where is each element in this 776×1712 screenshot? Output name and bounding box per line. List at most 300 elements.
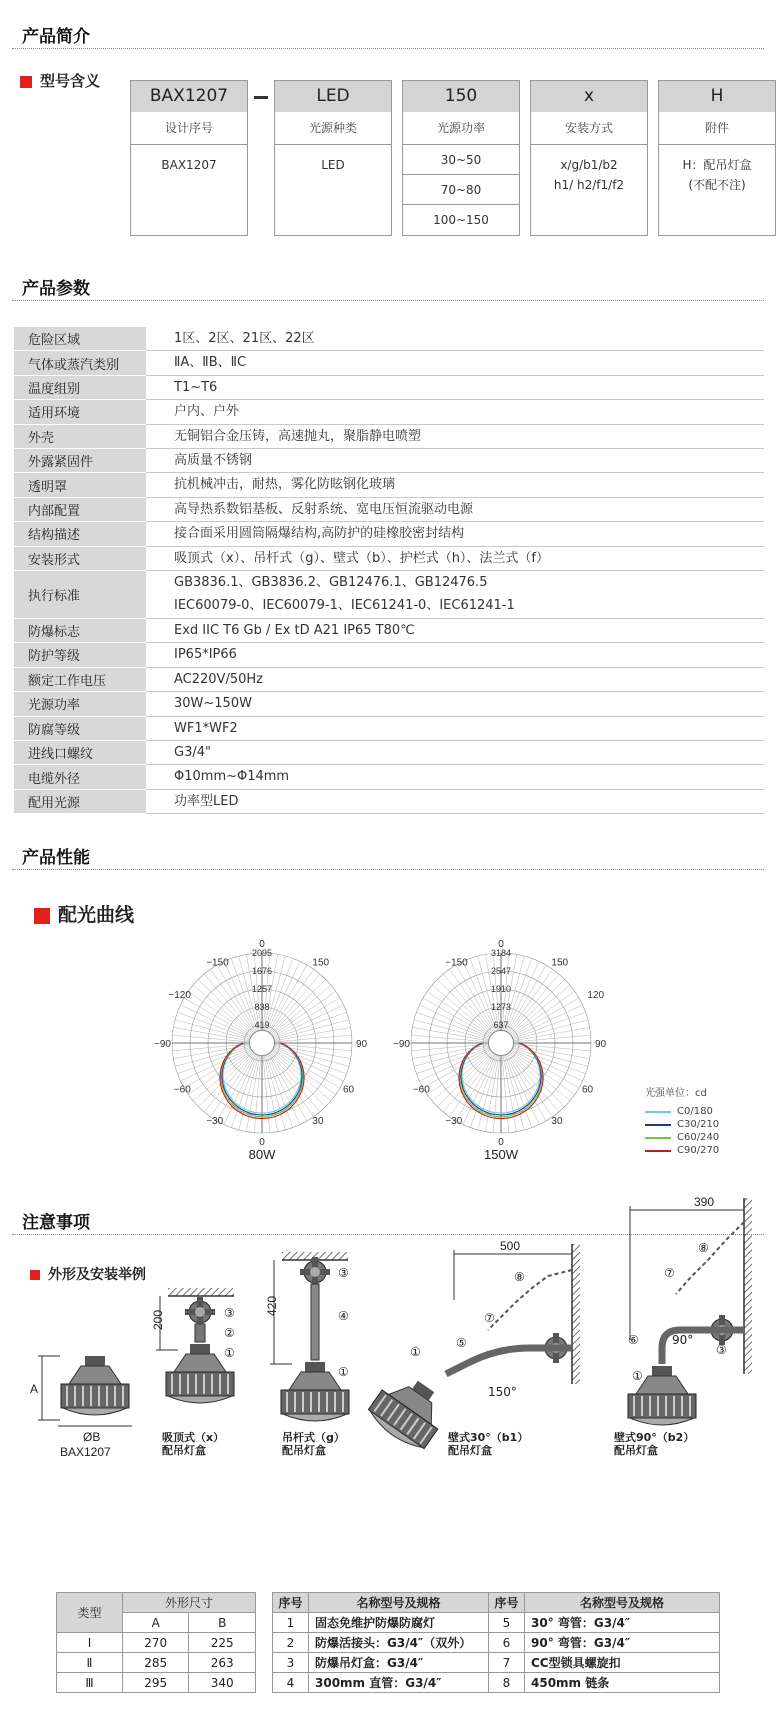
- polar-spoke: [204, 974, 255, 1035]
- param-row: [14, 571, 764, 619]
- polar-chart-150w: [393, 939, 607, 1162]
- size-a: 295: [123, 1673, 189, 1693]
- model-box-source: [274, 80, 392, 236]
- polar-spoke: [510, 991, 575, 1036]
- param-value-line: 无铜铝合金压铸，高速抛丸，聚脂静电喷塑: [174, 428, 422, 444]
- parts-no-header: 序号: [273, 1593, 309, 1613]
- model-box-accessory: [658, 80, 776, 236]
- param-value: [146, 765, 764, 789]
- callout-4: ④: [338, 1309, 349, 1323]
- param-key: 外露紧固件: [14, 449, 146, 473]
- model-box-value-line: (不配不注): [688, 178, 746, 192]
- polar-spoke: [443, 974, 494, 1035]
- legend-swatch: [645, 1137, 671, 1139]
- param-key: 透明罩: [14, 473, 146, 497]
- ceiling-hatch: [168, 1288, 234, 1296]
- param-row: [14, 497, 764, 521]
- model-box-value: [659, 145, 775, 195]
- param-value-line: 功率型LED: [174, 793, 239, 809]
- caption-g-1: 吊杆式（g）: [282, 1431, 345, 1444]
- model-box-series: [130, 80, 248, 236]
- param-key: 外壳: [14, 424, 146, 448]
- table-row: [273, 1673, 720, 1693]
- polar-spoke: [264, 1054, 278, 1132]
- polar-spoke: [502, 1054, 509, 1133]
- parts-no: 6: [489, 1633, 525, 1653]
- param-value: [146, 789, 764, 813]
- param-value-line: Exd IIC T6 Gb / Ex tD A21 IP65 T80℃: [174, 622, 415, 638]
- param-key: 适用环境: [14, 400, 146, 424]
- callout-3: ③: [224, 1306, 235, 1320]
- polar-spoke: [271, 991, 336, 1036]
- model-box-value-line: h1/ h2/f1/f2: [553, 178, 625, 192]
- polar-spoke: [503, 1054, 517, 1132]
- caption-b1-1: 壁式30°（b1）: [448, 1431, 529, 1444]
- polar-spoke: [272, 1046, 349, 1066]
- polar-spoke: [414, 1020, 491, 1040]
- table-row: [273, 1633, 720, 1653]
- param-key: 光源功率: [14, 692, 146, 716]
- table-row: [57, 1673, 256, 1693]
- polar-spoke: [511, 1012, 585, 1039]
- polar-spoke: [512, 1035, 591, 1042]
- polar-spoke: [263, 1054, 270, 1133]
- wall-hatch: [572, 1244, 580, 1384]
- polar-angle-label: 60: [582, 1084, 594, 1096]
- polar-spoke: [198, 979, 254, 1035]
- divider: [12, 1234, 764, 1235]
- polar-spoke: [493, 1054, 500, 1133]
- legend-title: 光强单位：cd: [645, 1088, 707, 1099]
- param-key: 电缆外径: [14, 765, 146, 789]
- polar-angle-label: 150: [312, 957, 330, 969]
- dash-separator: [254, 96, 268, 99]
- param-row: [14, 327, 764, 351]
- param-key: 气体或蒸汽类别: [14, 351, 146, 375]
- polar-chart-label: 150W: [484, 1147, 518, 1162]
- parts-no-header: 序号: [489, 1593, 525, 1613]
- polar-spoke: [246, 1054, 260, 1132]
- polar-spoke: [180, 1005, 252, 1038]
- polar-ring-label: 637: [493, 1020, 509, 1030]
- callout-3: ③: [716, 1343, 727, 1357]
- param-value: [146, 522, 764, 546]
- param-row: [14, 667, 764, 691]
- param-row: [14, 400, 764, 424]
- polar-angle-label: 0: [259, 939, 265, 950]
- size-b-header: B: [189, 1613, 256, 1633]
- polar-spoke: [272, 1005, 344, 1038]
- parts-no: 1: [273, 1613, 309, 1633]
- table-row: [273, 1613, 720, 1633]
- polar-spoke: [511, 1005, 583, 1038]
- polar-spoke: [175, 1046, 252, 1066]
- polar-angle-label: 0: [498, 939, 504, 950]
- param-value: [146, 375, 764, 399]
- callout-7: ⑦: [664, 1266, 675, 1280]
- polar-spoke: [507, 969, 552, 1034]
- param-value-line: 高质量不锈钢: [174, 453, 253, 469]
- param-key: 额定工作电压: [14, 667, 146, 691]
- caption-g-2: 配吊灯盒: [282, 1444, 326, 1457]
- parts-spec: 固态免维护防爆防腐灯: [309, 1613, 489, 1633]
- dim-500: 500: [500, 1239, 521, 1253]
- divider: [12, 300, 764, 301]
- param-value-line: 1区、2区、21区、22区: [174, 331, 315, 346]
- polar-angle-label: 0: [498, 1137, 504, 1148]
- parts-spec: 450mm 链条: [525, 1673, 720, 1693]
- param-value-line: 抗机械冲击，耐热，雾化防眩钢化玻璃: [174, 477, 396, 493]
- size-type: Ⅱ: [57, 1653, 123, 1673]
- polar-spoke: [273, 1027, 351, 1041]
- size-b: 225: [189, 1633, 256, 1653]
- callout-1: ①: [410, 1345, 421, 1359]
- polar-spoke: [210, 969, 255, 1034]
- callout-8: ⑧: [698, 1241, 709, 1255]
- polar-spoke: [273, 1035, 352, 1042]
- param-row: [14, 740, 764, 764]
- polar-spoke: [272, 1012, 346, 1039]
- lamp-wall30-icon: [364, 1367, 454, 1454]
- polar-spoke: [272, 1047, 346, 1074]
- param-key: 防爆标志: [14, 618, 146, 642]
- legend-item: [645, 1144, 719, 1157]
- param-row: [14, 765, 764, 789]
- model-title: [20, 70, 100, 91]
- model-box-head: LED: [275, 81, 391, 112]
- caption-b2-1: 壁式90°（b2）: [614, 1431, 695, 1444]
- polar-spoke: [416, 1012, 490, 1039]
- size-a-header: A: [123, 1613, 189, 1633]
- size-type: Ⅲ: [57, 1673, 123, 1693]
- param-value: [146, 351, 764, 375]
- param-row: [14, 789, 764, 813]
- param-value-line: WF1*WF2: [174, 720, 238, 736]
- legend-label: C30/210: [677, 1119, 720, 1130]
- model-box-head: x: [531, 81, 647, 112]
- polar-spoke: [188, 991, 253, 1036]
- polar-spoke: [268, 969, 313, 1034]
- polar-angle-label: 0: [259, 1137, 265, 1148]
- polar-spoke: [193, 985, 254, 1036]
- polar-chart-label: 80W: [248, 1147, 276, 1162]
- polar-spoke: [512, 1027, 590, 1041]
- wall-hatch: [744, 1198, 752, 1374]
- polar-spoke: [272, 1020, 349, 1040]
- section-title-performance: 产品性能: [22, 848, 90, 868]
- polar-spoke: [512, 1045, 590, 1059]
- model-box-cell: 100~150: [433, 213, 489, 227]
- param-value: [146, 497, 764, 521]
- callout-3: ③: [338, 1266, 349, 1280]
- polar-spoke: [416, 1047, 490, 1074]
- callout-8: ⑧: [514, 1270, 525, 1284]
- param-value-line: T1~T6: [174, 379, 218, 395]
- size-b: 263: [189, 1653, 256, 1673]
- param-value: [146, 424, 764, 448]
- model-box-mount: [530, 80, 648, 236]
- polar-center: [249, 1030, 274, 1055]
- param-value: [146, 740, 764, 764]
- legend-label: C0/180: [677, 1106, 713, 1117]
- pendant-pipe: [311, 1284, 319, 1360]
- param-row: [14, 375, 764, 399]
- junction-box-icon: [185, 1297, 215, 1327]
- legend-label: C60/240: [677, 1132, 720, 1143]
- polar-spoke: [427, 991, 492, 1036]
- legend-item: [645, 1105, 719, 1118]
- param-value: [146, 327, 764, 351]
- angle-150: 150°: [488, 1385, 517, 1399]
- polar-spoke: [269, 974, 320, 1035]
- model-box-value: LED: [321, 158, 345, 172]
- polar-spoke: [412, 1027, 490, 1041]
- polar-spoke: [432, 985, 493, 1036]
- params-table: [14, 327, 764, 814]
- section-title-intro: 产品简介: [22, 27, 90, 47]
- param-value-line: GB3836.1、GB3836.2、GB12476.1、GB12476.5: [174, 575, 488, 591]
- param-value: [146, 716, 764, 740]
- param-key: 执行标准: [14, 571, 146, 619]
- polar-spoke: [177, 1047, 251, 1074]
- param-value-line: 接合面采用圆筒隔爆结构,高防护的硅橡胶密封结构: [174, 526, 465, 542]
- polar-angle-label: −90: [393, 1039, 410, 1050]
- curve-legend: [645, 1084, 719, 1157]
- callout-1: ①: [224, 1346, 235, 1360]
- legend-swatch: [645, 1150, 671, 1152]
- legend-item: [645, 1131, 719, 1144]
- size-type-header: 类型: [57, 1593, 123, 1633]
- model-box-value: BAX1207: [161, 158, 217, 172]
- param-row: [14, 692, 764, 716]
- callout-5: ⑤: [456, 1336, 467, 1350]
- param-value-line: IEC60079-0、IEC60079-1、IEC61241-0、IEC61241-1: [174, 598, 515, 614]
- size-dim-header: 外形尺寸: [123, 1593, 256, 1613]
- polar-angle-label: 90: [356, 1039, 368, 1050]
- curve-title: [34, 900, 134, 927]
- dim-420: 420: [265, 1295, 279, 1316]
- model-box-label: 附件: [659, 112, 775, 145]
- dim-b: ØB: [83, 1430, 101, 1444]
- polar-spoke: [254, 1054, 261, 1133]
- section-title-params: 产品参数: [22, 279, 90, 299]
- polar-spoke: [172, 1035, 251, 1042]
- model-box-head: H: [659, 81, 775, 112]
- polar-spoke: [177, 1012, 251, 1039]
- dim-a: A: [30, 1382, 39, 1396]
- param-value-line: 吸顶式（x）、吊杆式（g）、壁式（b）、护栏式（h）、法兰式（f）: [174, 550, 550, 566]
- param-value: [146, 571, 764, 619]
- parts-spec: 防爆活接头：G3/4″（双外）: [309, 1633, 489, 1653]
- polar-spoke: [449, 969, 494, 1034]
- model-box-label: 安装方式: [531, 112, 647, 145]
- model-box-head: 150: [403, 81, 519, 112]
- polar-spoke: [173, 1045, 251, 1059]
- polar-center: [488, 1030, 513, 1055]
- red-square-icon: [34, 908, 50, 924]
- polar-spoke: [414, 1046, 491, 1066]
- parts-name-header: 名称型号及规格: [309, 1593, 489, 1613]
- polar-spoke: [508, 974, 559, 1035]
- dim-390: 390: [694, 1195, 715, 1209]
- callout-7: ⑦: [484, 1311, 495, 1325]
- polar-angle-label: −30: [206, 1116, 224, 1127]
- polar-ring-label: 1676: [251, 966, 273, 976]
- red-square-icon: [30, 1270, 40, 1280]
- polar-spoke: [270, 979, 326, 1035]
- polar-angle-label: −150: [445, 957, 468, 969]
- callout-1: ①: [632, 1369, 643, 1383]
- model-box-label: 光源功率: [403, 112, 519, 145]
- param-row: [14, 522, 764, 546]
- polar-spoke: [270, 985, 331, 1036]
- parts-no: 3: [273, 1653, 309, 1673]
- param-value: [146, 643, 764, 667]
- polar-spoke: [419, 1048, 491, 1081]
- legend-swatch: [645, 1124, 671, 1126]
- model-box-value: [531, 145, 647, 195]
- param-value-line: IP65*IP66: [174, 647, 237, 663]
- install-title-text: 外形及安装举例: [48, 1267, 146, 1283]
- polar-spoke: [419, 1005, 491, 1038]
- polar-spoke: [175, 1020, 252, 1040]
- param-key: 防腐等级: [14, 716, 146, 740]
- parts-no: 4: [273, 1673, 309, 1693]
- polar-ring-label: 1910: [490, 984, 512, 994]
- polar-ring-label: 1273: [490, 1002, 512, 1012]
- divider: [12, 48, 764, 49]
- polar-angle-label: 150: [551, 957, 569, 969]
- polar-ring-label: 2547: [490, 966, 512, 976]
- callout-1: ①: [338, 1365, 349, 1379]
- polar-spoke: [511, 1048, 583, 1081]
- curve-title-text: 配光曲线: [58, 904, 135, 926]
- table-row: [57, 1633, 256, 1653]
- parts-table: [272, 1592, 720, 1693]
- param-key: 危险区域: [14, 327, 146, 351]
- param-row: [14, 351, 764, 375]
- caption-x-2: 配吊灯盒: [162, 1444, 206, 1457]
- parts-no: 2: [273, 1633, 309, 1653]
- polar-angle-label: 30: [312, 1116, 324, 1127]
- param-value: [146, 449, 764, 473]
- param-row: [14, 716, 764, 740]
- legend-swatch: [645, 1111, 671, 1113]
- param-value-line: 高导热系数铝基板、反射系统、宽电压恒流驱动电源: [174, 501, 474, 517]
- size-table: [56, 1592, 256, 1693]
- polar-chart-80w: [154, 939, 368, 1162]
- dim-200: 200: [151, 1309, 165, 1330]
- angle-90: 90°: [672, 1333, 694, 1347]
- param-row: [14, 424, 764, 448]
- polar-ring-label: 419: [254, 1020, 270, 1030]
- param-value-line: Φ10mm~Φ14mm: [174, 769, 290, 785]
- polar-angle-label: 90: [595, 1039, 607, 1050]
- param-row: [14, 618, 764, 642]
- red-square-icon: [20, 76, 32, 88]
- param-value: [146, 667, 764, 691]
- parts-spec: 300mm 直管：G3/4″: [309, 1673, 489, 1693]
- chain: [488, 1270, 572, 1330]
- polar-angle-label: 60: [343, 1084, 355, 1096]
- chain: [676, 1222, 744, 1294]
- polar-spoke: [511, 1020, 588, 1040]
- model-box-value-line: x/g/b1/b2: [560, 158, 618, 172]
- polar-ring-label: 838: [254, 1002, 270, 1012]
- caption-b1-2: 配吊灯盒: [448, 1444, 492, 1457]
- model-box-cell: 70~80: [403, 175, 519, 205]
- model-box-label: 设计序号: [131, 112, 247, 145]
- model-box-label: 光源种类: [275, 112, 391, 145]
- polar-spoke: [511, 1047, 585, 1074]
- table-row: [273, 1653, 720, 1673]
- caption-base: BAX1207: [60, 1445, 111, 1459]
- polar-ring-label: 3184: [490, 948, 512, 958]
- size-b: 340: [189, 1673, 256, 1693]
- param-key: 配用光源: [14, 789, 146, 813]
- caption-x-1: 吸顶式（x）: [162, 1431, 225, 1444]
- param-row: [14, 449, 764, 473]
- param-key: 安装形式: [14, 546, 146, 570]
- polar-spoke: [411, 1035, 490, 1042]
- size-a: 270: [123, 1633, 189, 1653]
- param-key: 内部配置: [14, 497, 146, 521]
- callout-2: ②: [224, 1326, 235, 1340]
- param-key: 防护等级: [14, 643, 146, 667]
- param-value: [146, 692, 764, 716]
- param-value-line: 30W~150W: [174, 696, 252, 712]
- polar-spoke: [509, 985, 570, 1036]
- param-value: [146, 618, 764, 642]
- caption-b2-2: 配吊灯盒: [614, 1444, 658, 1457]
- param-value-line: AC220V/50Hz: [174, 671, 263, 687]
- legend-item: [645, 1118, 719, 1131]
- polar-angle-label: −120: [168, 990, 191, 1001]
- polar-spoke: [180, 1048, 252, 1081]
- polar-ring-label: 2095: [251, 948, 273, 958]
- param-row: [14, 473, 764, 497]
- param-value: [146, 473, 764, 497]
- polar-ring-label: 1257: [251, 984, 273, 994]
- model-box-head: BAX1207: [131, 81, 247, 112]
- param-key: 温度组别: [14, 375, 146, 399]
- polar-angle-label: −60: [173, 1084, 191, 1096]
- size-a: 285: [123, 1653, 189, 1673]
- parts-no: 8: [489, 1673, 525, 1693]
- param-value: [146, 400, 764, 424]
- parts-spec: 30° 弯管：G3/4″: [525, 1613, 720, 1633]
- param-key: 进线口螺纹: [14, 740, 146, 764]
- polar-angle-label: 120: [587, 990, 605, 1001]
- parts-spec: 90° 弯管：G3/4″: [525, 1633, 720, 1653]
- parts-no: 5: [489, 1613, 525, 1633]
- parts-spec: 防爆吊灯盒：G3/4″: [309, 1653, 489, 1673]
- polar-spoke: [272, 1048, 344, 1081]
- polar-spoke: [511, 1046, 588, 1066]
- parts-no: 7: [489, 1653, 525, 1673]
- model-box-value-line: H：配吊灯盒: [682, 158, 752, 172]
- polar-angle-label: −150: [206, 957, 229, 969]
- param-row: [14, 546, 764, 570]
- polar-spoke: [485, 1054, 499, 1132]
- polar-spoke: [273, 1045, 351, 1059]
- param-value: [146, 546, 764, 570]
- polar-angle-label: −90: [154, 1039, 171, 1050]
- polar-spoke: [509, 979, 565, 1035]
- model-box-cell: 30~50: [403, 145, 519, 175]
- polar-spoke: [412, 1045, 490, 1059]
- param-key: 结构描述: [14, 522, 146, 546]
